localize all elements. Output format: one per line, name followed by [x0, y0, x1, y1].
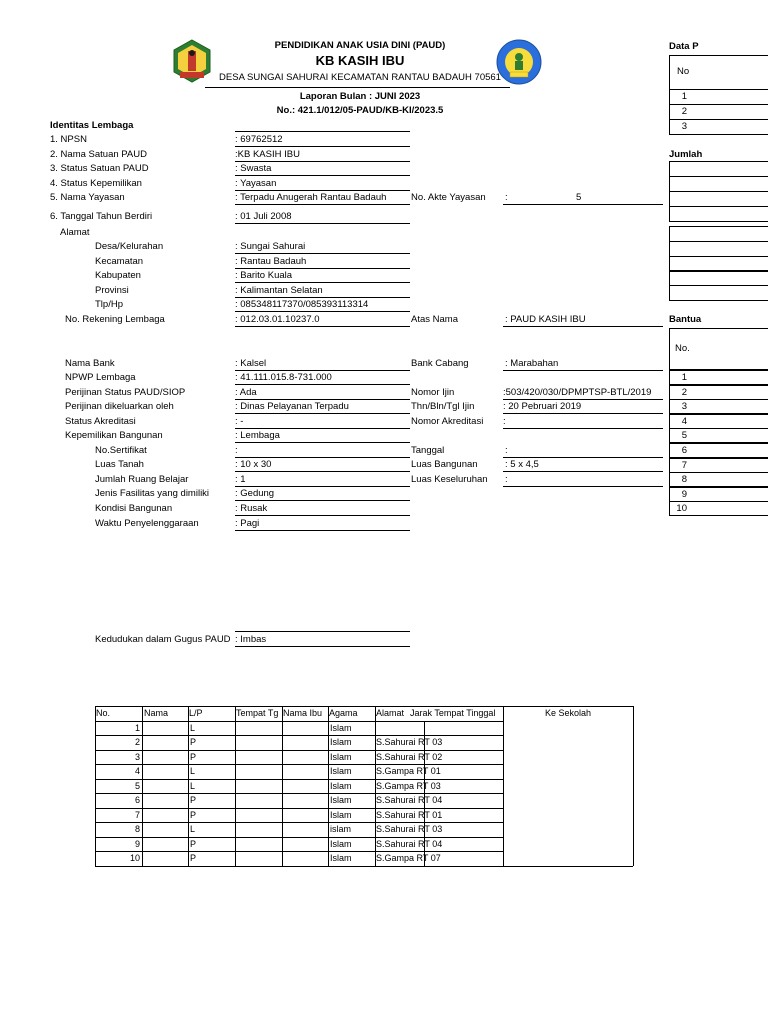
field-value: : Lembaga: [235, 430, 280, 441]
right-row-number: 1: [681, 91, 687, 102]
field-label: Waktu Penyelenggaraan: [95, 518, 199, 529]
mid-field-value: : PAUD KASIH IBU: [505, 314, 586, 325]
table-cell-lp: P: [190, 838, 197, 849]
field-value: : 1: [235, 474, 246, 485]
table-cell-alamat: S.Sahurai RT 02: [376, 751, 443, 762]
mid-field-colon: :: [505, 192, 508, 203]
table-cell-alamat: S.Gampa RT 03: [376, 780, 441, 791]
mid-field-value: :503/420/030/DPMPTSP-BTL/2019: [503, 387, 652, 398]
right-row-number: 6: [681, 445, 687, 456]
field-label: Desa/Kelurahan: [95, 241, 164, 252]
table-cell-no: 10: [129, 853, 140, 863]
table-cell-agama: Islam: [330, 737, 352, 747]
field-label: Kecamatan: [95, 256, 144, 267]
table-cell-alamat: S.Sahurai RT 04: [376, 795, 443, 805]
table-cell-agama: Islam: [330, 780, 352, 791]
field-value: :KB KASIH IBU: [235, 149, 300, 160]
mid-field-value: :: [503, 416, 506, 427]
table-cell-alamat: S.Gampa RT 01: [376, 766, 441, 776]
table-header-0: No.: [96, 708, 111, 718]
table-cell-lp: P: [190, 751, 197, 762]
right-title-jumlah: Jumlah: [669, 149, 703, 160]
field-label: Kabupaten: [95, 270, 141, 281]
right-title-bantuan: Bantua: [669, 314, 702, 325]
field-label: 6. Tanggal Tahun Berdiri: [50, 211, 153, 222]
table-cell-alamat: S.Sahurai RT 01: [376, 809, 443, 820]
table-cell-agama: Islam: [330, 766, 352, 776]
field-label: Kepemilikan Bangunan: [65, 430, 163, 441]
field-label: Kondisi Bangunan: [95, 503, 173, 514]
field-value: :: [235, 445, 238, 456]
table-cell-alamat: S.Sahurai RT 04: [376, 838, 443, 849]
table-cell-lp: L: [190, 722, 196, 733]
field-label: Tlp/Hp: [95, 299, 123, 310]
field-label: No. Rekening Lembaga: [65, 314, 165, 325]
table-cell-lp: L: [190, 780, 196, 791]
mid-field-label: Nomor Akreditasi: [411, 416, 484, 427]
mid-field-label: Tanggal: [411, 445, 445, 456]
table-cell-no: 3: [134, 751, 140, 762]
field-label: 1. NPSN: [50, 134, 87, 145]
field-value: : 085348117370/085393113314: [235, 299, 369, 310]
regency-seal-icon: [170, 38, 214, 84]
field-value: : Imbas: [235, 634, 267, 645]
table-cell-agama: Islam: [330, 722, 352, 733]
table-header-4: Nama Ibu: [283, 708, 323, 718]
field-value: : Terpadu Anugerah Rantau Badauh: [235, 192, 387, 203]
table-cell-no: 6: [134, 795, 140, 805]
mid-field-value: : 20 Pebruari 2019: [503, 401, 582, 412]
table-header-1: Nama: [144, 708, 169, 718]
table-cell-lp: P: [190, 809, 197, 820]
field-value: : Ada: [235, 387, 257, 398]
field-value: : Yayasan: [235, 178, 277, 189]
table-cell-agama: Islam: [330, 751, 352, 762]
table-cell-alamat: S.Sahurai RT 03: [376, 737, 443, 747]
field-value: : Barito Kuala: [235, 270, 293, 281]
table-header-8: Ke Sekolah: [544, 708, 592, 718]
report-month: Laporan Bulan : JUNI 2023: [299, 91, 421, 102]
field-label: NPWP Lembaga: [65, 372, 136, 383]
right-row-number: 10: [676, 503, 687, 515]
table-cell-alamat: S.Sahurai RT 03: [376, 824, 443, 834]
field-label: Perijinan Status PAUD/SIOP: [65, 387, 186, 398]
field-label: Luas Tanah: [95, 459, 144, 470]
table-cell-no: 5: [134, 780, 140, 791]
table-header-6: Alamat: [376, 708, 405, 718]
mid-field-label: Nomor Ijin: [411, 387, 455, 398]
field-value: : Rusak: [235, 503, 268, 514]
right-row-number: 8: [681, 474, 687, 486]
table-cell-lp: L: [190, 766, 196, 776]
table-header-3: Tempat Tg: [236, 708, 279, 718]
field-label: 4. Status Kepemilikan: [50, 178, 142, 189]
field-value: : Kalimantan Selatan: [235, 285, 323, 296]
field-label: Nama Bank: [65, 358, 115, 369]
table-cell-agama: islam: [330, 824, 352, 834]
field-value: : Dinas Pelayanan Terpadu: [235, 401, 349, 412]
mid-field-value: :: [505, 474, 508, 485]
field-label: No.Sertifikat: [95, 445, 147, 456]
table-cell-agama: Islam: [330, 853, 352, 863]
mid-field-label: No. Akte Yayasan: [411, 192, 486, 203]
table-cell-no: 7: [134, 809, 140, 820]
field-value: : -: [235, 416, 244, 427]
table-cell-agama: Islam: [330, 795, 352, 805]
right-row-number: 2: [681, 106, 687, 117]
mid-field-value: : 5 x 4,5: [505, 459, 539, 470]
field-label: Provinsi: [95, 285, 129, 296]
mid-field-value: 5: [576, 192, 582, 203]
table-cell-no: 1: [134, 722, 140, 733]
mid-field-value: :: [505, 445, 508, 456]
table-cell-lp: P: [190, 853, 197, 863]
header-address: DESA SUNGAI SAHURAI KECAMATAN RANTAU BADAUH 70561: [219, 72, 501, 83]
right-title-data: Data P: [669, 41, 699, 52]
table-cell-agama: Islam: [330, 809, 352, 820]
field-value: : 012.03.01.10237.0: [235, 314, 320, 325]
table-header-7: Jarak Tempat Tinggal: [410, 708, 496, 718]
mid-field-value: : Marabahan: [505, 358, 559, 369]
right-no-header2: No.: [675, 343, 690, 354]
field-value: : Rantau Badauh: [235, 256, 307, 267]
field-value: : Gedung: [235, 488, 275, 499]
field-value: : 69762512: [235, 134, 283, 145]
field-value: : Sungai Sahurai: [235, 241, 306, 252]
table-cell-no: 9: [134, 838, 140, 849]
right-row-number: 3: [681, 401, 687, 413]
right-row-number: 5: [681, 430, 687, 442]
mid-field-label: Luas Bangunan: [411, 459, 478, 470]
field-label: 3. Status Satuan PAUD: [50, 163, 149, 174]
field-label: Perijinan dikeluarkan oleh: [65, 401, 174, 412]
table-header-5: Agama: [329, 708, 358, 718]
field-label: Kedudukan dalam Gugus PAUD: [95, 634, 231, 645]
right-row-number: 1: [681, 372, 687, 383]
field-label: Jumlah Ruang Belajar: [95, 474, 189, 485]
field-value: : Pagi: [235, 518, 260, 529]
table-cell-lp: P: [190, 737, 197, 747]
table-cell-no: 4: [134, 766, 140, 776]
field-label: Jenis Fasilitas yang dimiliki: [95, 488, 210, 499]
right-row-number: 2: [681, 386, 687, 398]
field-label: Status Akreditasi: [65, 416, 136, 427]
field-value: : Kalsel: [235, 358, 267, 369]
table-cell-lp: P: [190, 795, 197, 805]
mid-field-label: Thn/Bln/Tgl Ijin: [411, 401, 475, 412]
table-cell-no: 2: [134, 737, 140, 747]
header-school-name: KB KASIH IBU: [315, 53, 405, 68]
right-row-number: 4: [681, 415, 687, 427]
field-label: Alamat: [60, 227, 90, 238]
right-row-number: 7: [681, 459, 687, 471]
paud-emblem-icon: [494, 38, 544, 86]
section-title: Identitas Lembaga: [50, 120, 134, 131]
table-cell-alamat: S.Gampa RT 07: [376, 853, 441, 863]
header-line1: PENDIDIKAN ANAK USIA DINI (PAUD): [274, 40, 446, 51]
right-row-number: 9: [681, 488, 687, 500]
table-cell-agama: Islam: [330, 838, 352, 849]
table-cell-no: 8: [134, 824, 140, 834]
table-cell-lp: L: [190, 824, 196, 834]
report-number: No.: 421.1/012/05-PAUD/KB-KI/2023.5: [276, 105, 444, 116]
mid-field-label: Atas Nama: [411, 314, 458, 325]
field-label: 2. Nama Satuan PAUD: [50, 149, 147, 160]
table-header-2: L/P: [189, 708, 203, 718]
mid-field-label: Bank Cabang: [411, 358, 469, 369]
field-value: : 01 Juli 2008: [235, 211, 292, 222]
right-no-header: No: [677, 66, 690, 77]
field-value: : 10 x 30: [235, 459, 272, 470]
right-row-number: 3: [681, 121, 687, 132]
field-value: : Swasta: [235, 163, 272, 174]
field-label: 5. Nama Yayasan: [50, 192, 125, 203]
mid-field-label: Luas Keseluruhan: [411, 474, 488, 485]
field-value: : 41.111.015.8-731.000: [235, 372, 332, 383]
